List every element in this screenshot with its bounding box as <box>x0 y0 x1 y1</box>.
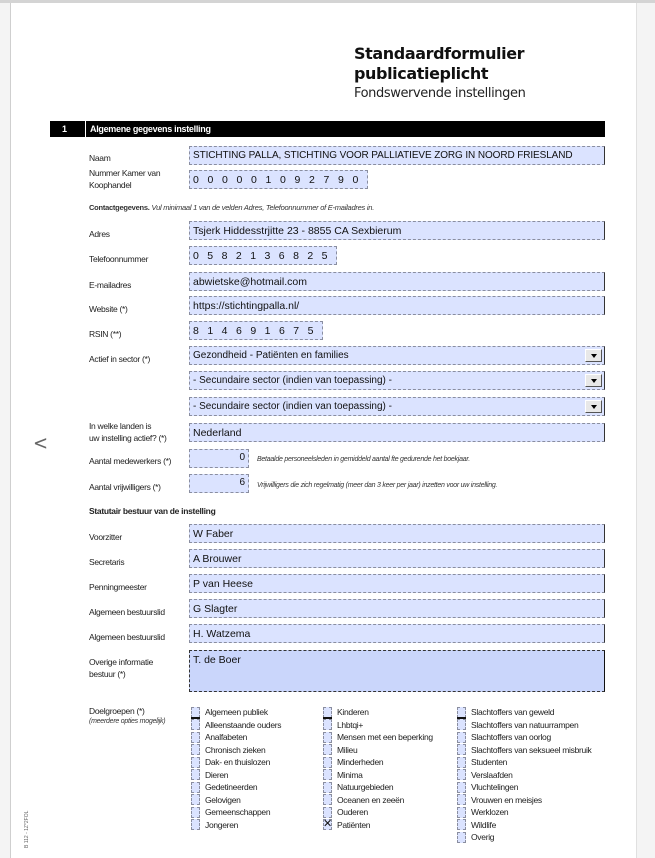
form-subtitle: Fondswervende instellingen <box>354 86 526 101</box>
rsin-input[interactable] <box>189 321 323 340</box>
checkbox[interactable] <box>457 782 466 793</box>
doelgroep-option[interactable] <box>191 731 281 744</box>
checkbox[interactable] <box>323 794 332 805</box>
email-input[interactable]: abwietske@hotmail.com <box>189 272 605 291</box>
doelgroep-label: Minima <box>337 769 363 780</box>
landen-label-line1: In welke landen is <box>89 421 152 431</box>
checkbox[interactable] <box>191 769 200 780</box>
doelgroep-label: Slachtoffers van geweld <box>471 707 555 718</box>
doelgroep-option[interactable] <box>457 794 592 807</box>
adres-input[interactable]: Tsjerk Hiddesstrjitte 23 - 8855 CA Sexbierum <box>189 221 605 240</box>
doelgroep-label: Slachtoffers van seksueel misbruik <box>471 744 592 755</box>
overige-label-line2: bestuur (*) <box>89 669 126 679</box>
bestuurslid1-input[interactable]: G Slagter <box>189 599 605 618</box>
doelgroep-label: Lhbtqi+ <box>337 719 364 730</box>
section-header-bar <box>50 121 605 137</box>
kvk-number-input[interactable] <box>189 170 368 189</box>
checkbox[interactable] <box>191 757 200 768</box>
checkbox[interactable] <box>457 794 466 805</box>
doelgroep-option[interactable] <box>323 806 433 819</box>
doelgroep-option[interactable] <box>191 756 281 769</box>
doelgroep-option[interactable] <box>191 706 281 719</box>
medewerkers-input[interactable]: 0 <box>189 449 249 468</box>
doelgroepen-column-2 <box>323 706 433 831</box>
adres-label: Adres <box>89 229 110 239</box>
doelgroep-label: Patiënten <box>337 819 371 830</box>
checkbox[interactable] <box>323 719 332 730</box>
digit-cell: 2 <box>235 249 242 262</box>
sector-secondary2-select[interactable] <box>189 397 605 416</box>
penningmeester-label: Penningmeester <box>89 582 147 592</box>
doelgroepen-sublabel: (meerdere opties mogelijk) <box>89 718 166 725</box>
digit-cell: 8 <box>293 249 299 262</box>
doelgroep-option[interactable] <box>457 744 592 757</box>
form-title-line2: publicatieplicht <box>354 64 489 83</box>
checkbox[interactable] <box>191 819 200 830</box>
checkbox[interactable] <box>323 757 332 768</box>
digit-cell: 2 <box>307 249 314 262</box>
checkbox[interactable] <box>191 807 200 818</box>
doelgroep-option[interactable] <box>191 719 281 732</box>
digit-cell: 6 <box>278 249 285 262</box>
doelgroep-label: Alleenstaande ouders <box>205 719 282 730</box>
doelgroep-label: Werklozen <box>471 807 509 818</box>
previous-page-arrow-icon[interactable]: < <box>33 431 49 456</box>
doelgroep-label: Verslaafden <box>471 769 513 780</box>
checkbox[interactable] <box>191 732 200 743</box>
contact-instruction-text: Vul minimaal 1 van de velden Adres, Telefoonnummer of E-mailadres in. <box>151 203 375 212</box>
doelgroep-label: Milieu <box>337 744 358 755</box>
doelgroep-label: Vrouwen en meisjes <box>471 794 542 805</box>
vrijwilligers-input[interactable]: 6 <box>189 474 249 493</box>
digit-cell: 0 <box>193 249 199 262</box>
doelgroep-option[interactable] <box>323 756 433 769</box>
doelgroep-option[interactable] <box>323 781 433 794</box>
secretaris-label: Secretaris <box>89 557 125 567</box>
digit-cell: 6 <box>235 324 242 337</box>
checkbox[interactable] <box>323 782 332 793</box>
doelgroep-option[interactable] <box>323 744 433 757</box>
doelgroep-label: Analfabeten <box>205 732 248 743</box>
bestuurslid2-input[interactable]: H. Watzema <box>189 624 605 643</box>
digit-cell: 4 <box>221 324 228 337</box>
digit-cell: 9 <box>250 324 257 337</box>
checkbox[interactable] <box>323 744 332 755</box>
doelgroep-label: Slachtoffers van natuurrampen <box>471 719 579 730</box>
form-code: B 112 - 1Z*2FOL <box>24 810 30 848</box>
landen-input[interactable]: Nederland <box>189 423 605 442</box>
checkbox[interactable] <box>191 782 200 793</box>
checkbox[interactable] <box>191 794 200 805</box>
checkbox[interactable] <box>191 744 200 755</box>
checkbox[interactable] <box>457 757 466 768</box>
doelgroep-option[interactable] <box>323 819 433 832</box>
section-number: 1 <box>62 124 67 134</box>
checkbox[interactable] <box>191 707 200 718</box>
sector-label: Actief in sector (*) <box>89 354 151 364</box>
doelgroep-label: Natuurgebieden <box>337 782 394 793</box>
overige-informatie-textarea[interactable]: T. de Boer <box>189 650 605 692</box>
checkbox[interactable] <box>323 769 332 780</box>
doelgroep-label: Overig <box>471 832 495 843</box>
digit-cell: 0 <box>207 173 214 186</box>
sector-secondary1-select[interactable] <box>189 371 605 390</box>
checkbox[interactable] <box>457 732 466 743</box>
overige-label-line1: Overige informatie <box>89 657 154 667</box>
email-label: E-mailadres <box>89 280 132 290</box>
doelgroepen-label: Doelgroepen (*) <box>89 706 145 716</box>
chevron-down-icon[interactable] <box>585 400 602 413</box>
voorzitter-input[interactable]: W Faber <box>189 524 605 543</box>
digit-cell: 5 <box>321 249 328 262</box>
website-input[interactable]: https://stichtingpalla.nl/ <box>189 296 605 315</box>
digit-cell: 0 <box>251 173 257 186</box>
checkbox[interactable] <box>457 719 466 730</box>
doelgroep-option[interactable] <box>457 769 592 782</box>
doelgroep-label: Gemeenschappen <box>205 807 271 818</box>
section-title: Algemene gegevens instelling <box>90 124 211 134</box>
chevron-down-icon[interactable] <box>585 349 602 362</box>
sector-primary-value: Gezondheid - Patiënten en families <box>193 350 349 361</box>
digit-cell: 1 <box>207 324 214 337</box>
doelgroep-label: Kinderen <box>337 707 369 718</box>
digit-cell: 0 <box>352 173 359 186</box>
digit-cell: 7 <box>293 324 300 337</box>
doelgroep-option[interactable] <box>323 706 433 719</box>
digit-cell: 5 <box>307 324 314 337</box>
digit-cell: 5 <box>207 249 214 262</box>
doelgroep-option[interactable] <box>457 806 592 819</box>
chevron-down-icon[interactable] <box>585 374 602 387</box>
doelgroep-option[interactable] <box>191 806 281 819</box>
digit-cell: 0 <box>280 173 286 186</box>
digit-cell: 8 <box>221 249 228 262</box>
digit-cell: 0 <box>193 173 199 186</box>
doelgroep-label: Gelovigen <box>205 794 241 805</box>
contact-heading: Contactgegevens. <box>89 203 150 212</box>
doelgroep-label: Oceanen en zeeën <box>337 794 405 805</box>
checkbox[interactable] <box>191 719 200 730</box>
kvk-label-line1: Nummer Kamer van <box>89 168 161 178</box>
doelgroep-option[interactable] <box>191 794 281 807</box>
doelgroep-option[interactable] <box>191 744 281 757</box>
doelgroep-option[interactable] <box>323 719 433 732</box>
bestuurslid2-label: Algemeen bestuurslid <box>89 632 165 642</box>
telefoon-input[interactable] <box>189 246 337 265</box>
checkbox[interactable] <box>457 807 466 818</box>
digit-cell: 1 <box>250 249 257 262</box>
doelgroep-label: Wildlife <box>471 819 496 830</box>
doelgroep-option[interactable] <box>457 819 592 832</box>
medewerkers-label: Aantal medewerkers (*) <box>89 456 172 466</box>
bestuur-heading: Statutair bestuur van de instelling <box>89 506 216 516</box>
doelgroep-label: Ouderen <box>337 807 368 818</box>
vrijwilligers-note: Vrijwilligers die zich regelmatig (meer dan 3 keer per jaar) inzetten voor uw instelling. <box>257 482 498 489</box>
doelgroep-option[interactable] <box>457 719 592 732</box>
doelgroep-label: Mensen met een beperking <box>337 732 433 743</box>
penningmeester-input[interactable]: P van Heese <box>189 574 605 593</box>
checkbox[interactable] <box>323 732 332 743</box>
digit-cell: 0 <box>222 173 228 186</box>
doelgroep-option[interactable] <box>457 781 592 794</box>
doelgroep-option[interactable] <box>323 794 433 807</box>
doelgroep-label: Dak- en thuislozen <box>205 757 270 768</box>
bestuurslid1-label: Algemeen bestuurslid <box>89 607 165 617</box>
medewerkers-note: Betaalde personeelsleden in gemiddeld aantal fte gedurende het boekjaar. <box>257 456 470 463</box>
telefoon-label: Telefoonnummer <box>89 254 149 264</box>
doelgroep-option[interactable] <box>457 731 592 744</box>
sector-secondary1-value: - Secundaire sector (indien van toepassing) - <box>193 375 392 386</box>
doelgroep-option[interactable] <box>323 769 433 782</box>
landen-label-line2: uw instelling actief? (*) <box>89 433 167 443</box>
doelgroep-label: Gedetineerden <box>205 782 258 793</box>
checkbox[interactable] <box>457 707 466 718</box>
doelgroep-option[interactable] <box>457 756 592 769</box>
digit-cell: 9 <box>338 173 344 186</box>
digit-cell: 1 <box>265 173 272 186</box>
checkbox[interactable] <box>323 707 332 718</box>
checkbox-checked[interactable] <box>323 819 332 830</box>
vrijwilligers-label: Aantal vrijwilligers (*) <box>89 482 161 492</box>
naam-input[interactable]: STICHTING PALLA, STICHTING VOOR PALLIATIEVE ZORG IN NOORD FRIESLAND <box>189 146 605 165</box>
form-title-line1: Standaardformulier <box>354 44 525 63</box>
doelgroep-label: Chronisch zieken <box>205 744 266 755</box>
doelgroep-option[interactable] <box>457 706 592 719</box>
digit-cell: 7 <box>323 173 330 186</box>
doelgroepen-column-1 <box>191 706 281 831</box>
doelgroep-option[interactable] <box>191 781 281 794</box>
digit-cell: 1 <box>264 324 271 337</box>
doelgroep-option[interactable] <box>191 819 281 832</box>
doelgroep-label: Vluchtelingen <box>471 782 519 793</box>
doelgroep-option[interactable] <box>323 731 433 744</box>
doelgroep-label: Minderheden <box>337 757 384 768</box>
sector-secondary2-value: - Secundaire sector (indien van toepassing) - <box>193 401 392 412</box>
secretaris-input[interactable]: A Brouwer <box>189 549 605 568</box>
checkbox[interactable] <box>457 744 466 755</box>
section-divider <box>85 121 86 137</box>
doelgroep-label: Studenten <box>471 757 508 768</box>
doelgroep-label: Algemeen publiek <box>205 707 268 718</box>
digit-cell: 8 <box>193 324 199 337</box>
website-label: Website (*) <box>89 304 128 314</box>
doelgroep-label: Jongeren <box>205 819 239 830</box>
doelgroep-label: Dieren <box>205 769 229 780</box>
voorzitter-label: Voorzitter <box>89 532 122 542</box>
doelgroep-label: Slachtoffers van oorlog <box>471 732 551 743</box>
doelgroep-option[interactable] <box>457 831 592 844</box>
checkbox[interactable] <box>457 832 466 843</box>
rsin-label: RSIN (**) <box>89 329 122 339</box>
digit-cell: 3 <box>264 249 271 262</box>
digit-cell: 2 <box>309 173 315 186</box>
digit-cell: 9 <box>294 173 301 186</box>
checkbox[interactable] <box>457 819 466 830</box>
doelgroep-option[interactable] <box>191 769 281 782</box>
naam-label: Naam <box>89 153 111 163</box>
digit-cell: 0 <box>236 173 243 186</box>
digit-cell: 6 <box>278 324 285 337</box>
doelgroepen-column-3 <box>457 706 592 844</box>
contact-instruction <box>89 203 374 212</box>
checkbox[interactable] <box>323 807 332 818</box>
kvk-label-line2: Koophandel <box>89 180 132 190</box>
checkbox[interactable] <box>457 769 466 780</box>
sector-primary-select[interactable] <box>189 346 605 365</box>
